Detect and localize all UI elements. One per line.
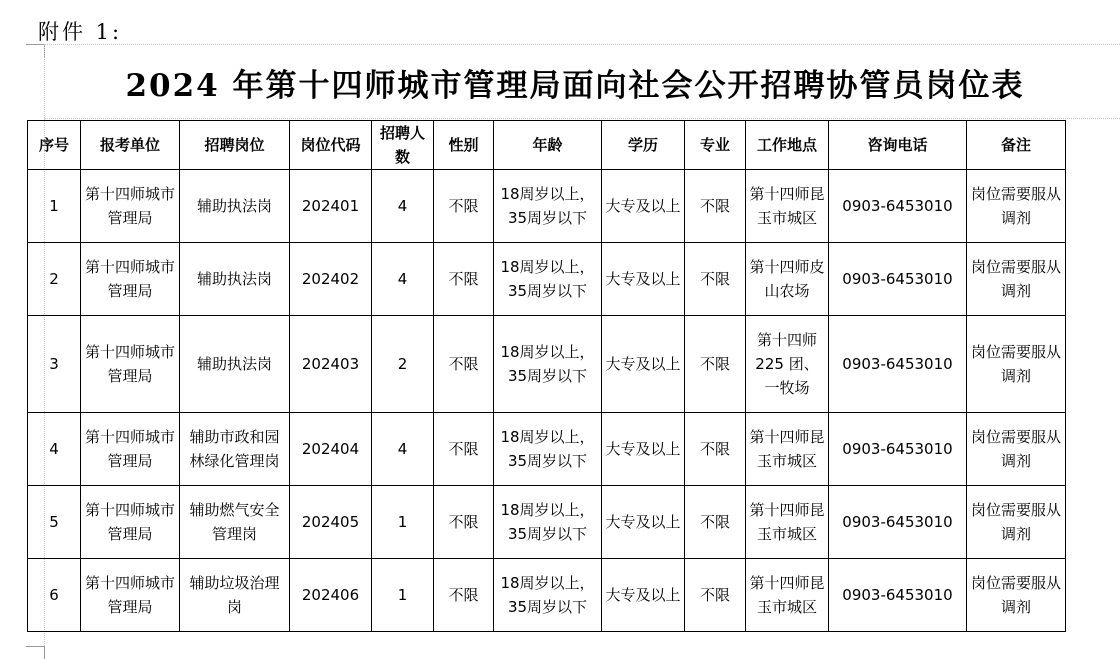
cell-unit: 第十四师城市管理局 <box>81 316 180 413</box>
table-header-row <box>28 121 1066 170</box>
cell-no: 5 <box>28 486 81 559</box>
cell-unit: 第十四师城市管理局 <box>81 413 180 486</box>
cell-major: 不限 <box>685 486 746 559</box>
table-row <box>28 413 1066 486</box>
cell-note: 岗位需要服从调剂 <box>967 486 1066 559</box>
cell-count: 4 <box>372 243 434 316</box>
cell-no: 6 <box>28 559 81 632</box>
margin-corner-mark <box>26 646 45 659</box>
cell-note: 岗位需要服从调剂 <box>967 559 1066 632</box>
text-boundary-line <box>44 118 1120 119</box>
cell-age: 18周岁以上，35周岁以下 <box>494 559 602 632</box>
cell-location: 第十四师 225 团、一牧场 <box>746 316 829 413</box>
header-major: 专业 <box>685 121 746 170</box>
cell-note: 岗位需要服从调剂 <box>967 413 1066 486</box>
cell-count: 4 <box>372 413 434 486</box>
header-edu: 学历 <box>602 121 685 170</box>
cell-gender: 不限 <box>434 559 494 632</box>
cell-phone: 0903-6453010 <box>829 413 967 486</box>
cell-code: 202402 <box>290 243 372 316</box>
header-age: 年龄 <box>494 121 602 170</box>
cell-post: 辅助垃圾治理岗 <box>180 559 290 632</box>
header-gender: 性别 <box>434 121 494 170</box>
cell-location: 第十四师昆玉市城区 <box>746 486 829 559</box>
cell-gender: 不限 <box>434 243 494 316</box>
cell-gender: 不限 <box>434 413 494 486</box>
recruitment-table <box>27 120 1066 632</box>
header-note: 备注 <box>967 121 1066 170</box>
cell-age: 18周岁以上，35周岁以下 <box>494 316 602 413</box>
cell-phone: 0903-6453010 <box>829 559 967 632</box>
cell-post: 辅助燃气安全管理岗 <box>180 486 290 559</box>
cell-code: 202403 <box>290 316 372 413</box>
cell-post: 辅助执法岗 <box>180 316 290 413</box>
cell-count: 2 <box>372 316 434 413</box>
header-post: 招聘岗位 <box>180 121 290 170</box>
cell-major: 不限 <box>685 170 746 243</box>
cell-edu: 大专及以上 <box>602 413 685 486</box>
cell-gender: 不限 <box>434 170 494 243</box>
cell-no: 4 <box>28 413 81 486</box>
cell-age: 18周岁以上，35周岁以下 <box>494 243 602 316</box>
cell-no: 2 <box>28 243 81 316</box>
header-location: 工作地点 <box>746 121 829 170</box>
cell-major: 不限 <box>685 413 746 486</box>
document-title: 2024 年第十四师城市管理局面向社会公开招聘协管员岗位表 <box>125 68 1025 104</box>
margin-corner-mark <box>26 646 44 647</box>
cell-phone: 0903-6453010 <box>829 316 967 413</box>
header-no: 序号 <box>28 121 81 170</box>
cell-edu: 大专及以上 <box>602 170 685 243</box>
cell-gender: 不限 <box>434 486 494 559</box>
cell-gender: 不限 <box>434 316 494 413</box>
cell-unit: 第十四师城市管理局 <box>81 243 180 316</box>
cell-unit: 第十四师城市管理局 <box>81 486 180 559</box>
table-row <box>28 486 1066 559</box>
cell-note: 岗位需要服从调剂 <box>967 316 1066 413</box>
cell-unit: 第十四师城市管理局 <box>81 559 180 632</box>
cell-phone: 0903-6453010 <box>829 486 967 559</box>
table-row <box>28 559 1066 632</box>
cell-phone: 0903-6453010 <box>829 243 967 316</box>
header-unit: 报考单位 <box>81 121 180 170</box>
cell-major: 不限 <box>685 316 746 413</box>
table-row <box>28 170 1066 243</box>
cell-code: 202406 <box>290 559 372 632</box>
cell-location: 第十四师皮山农场 <box>746 243 829 316</box>
cell-location: 第十四师昆玉市城区 <box>746 170 829 243</box>
cell-code: 202404 <box>290 413 372 486</box>
cell-phone: 0903-6453010 <box>829 170 967 243</box>
cell-major: 不限 <box>685 559 746 632</box>
cell-post: 辅助执法岗 <box>180 243 290 316</box>
cell-note: 岗位需要服从调剂 <box>967 243 1066 316</box>
cell-code: 202401 <box>290 170 372 243</box>
margin-corner-mark <box>26 44 45 58</box>
cell-age: 18周岁以上，35周岁以下 <box>494 486 602 559</box>
margin-corner-mark <box>26 44 44 45</box>
cell-count: 1 <box>372 559 434 632</box>
cell-count: 1 <box>372 486 434 559</box>
cell-edu: 大专及以上 <box>602 316 685 413</box>
cell-unit: 第十四师城市管理局 <box>81 170 180 243</box>
header-code: 岗位代码 <box>290 121 372 170</box>
cell-edu: 大专及以上 <box>602 559 685 632</box>
cell-edu: 大专及以上 <box>602 486 685 559</box>
cell-edu: 大专及以上 <box>602 243 685 316</box>
cell-count: 4 <box>372 170 434 243</box>
cell-no: 1 <box>28 170 81 243</box>
cell-location: 第十四师昆玉市城区 <box>746 413 829 486</box>
cell-note: 岗位需要服从调剂 <box>967 170 1066 243</box>
header-count: 招聘人数 <box>372 121 434 170</box>
cell-post: 辅助执法岗 <box>180 170 290 243</box>
cell-location: 第十四师昆玉市城区 <box>746 559 829 632</box>
cell-post: 辅助市政和园林绿化管理岗 <box>180 413 290 486</box>
cell-code: 202405 <box>290 486 372 559</box>
cell-age: 18周岁以上，35周岁以下 <box>494 170 602 243</box>
annex-label: 附件 1: <box>38 20 123 44</box>
cell-age: 18周岁以上，35周岁以下 <box>494 413 602 486</box>
header-phone: 咨询电话 <box>829 121 967 170</box>
cell-no: 3 <box>28 316 81 413</box>
table-row <box>28 316 1066 413</box>
text-boundary-line <box>44 44 1120 45</box>
cell-major: 不限 <box>685 243 746 316</box>
table-row <box>28 243 1066 316</box>
